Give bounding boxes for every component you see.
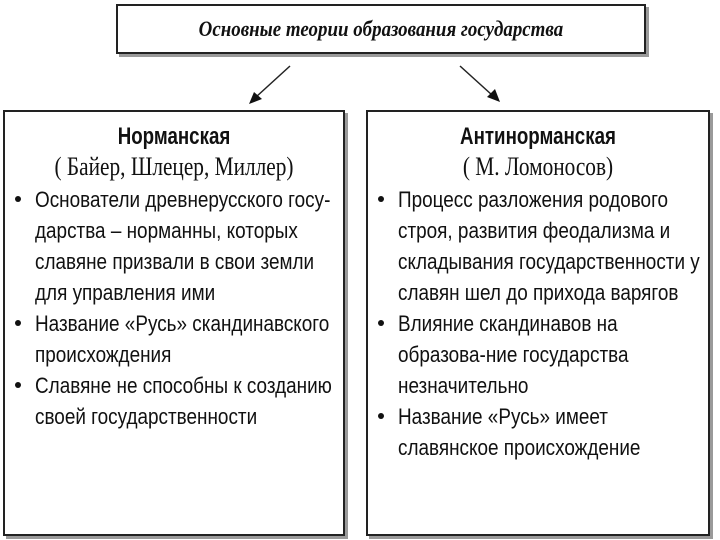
arrow-right-head — [487, 89, 500, 102]
arrow-left — [256, 66, 290, 97]
arrow-left-head — [249, 92, 262, 104]
normanist-title: Норманская — [117, 123, 231, 150]
bullet-icon — [378, 196, 384, 202]
point-text: Название «Русь» скандинавского происхождения — [35, 311, 330, 367]
antinormanist-authors: ( М. Ломоносов) — [462, 152, 614, 181]
list-item — [368, 401, 708, 463]
antinormanist-points — [368, 184, 708, 463]
antinormanist-panel — [366, 110, 710, 536]
bullet-icon — [15, 320, 21, 326]
normanist-points — [5, 184, 343, 432]
point-text: Процесс разложения родового строя, развития феодализма и складывания государственности у славян шел до прихода варягов — [398, 187, 700, 305]
list-item — [5, 308, 343, 370]
point-text: Влияние скандинавов на образова-ние государства незначительно — [398, 311, 629, 398]
list-item — [368, 308, 708, 401]
bullet-icon — [378, 413, 384, 419]
antinormanist-header — [368, 122, 708, 182]
normanist-panel — [3, 110, 345, 536]
bullet-icon — [15, 196, 21, 202]
arrow-right — [460, 66, 492, 95]
list-item — [5, 184, 343, 308]
list-item — [368, 184, 708, 308]
antinormanist-title: Антинорманская — [460, 123, 616, 150]
bullet-icon — [378, 320, 384, 326]
title-box — [116, 4, 646, 54]
bullet-icon — [15, 382, 21, 388]
diagram-title: Основные теории образования государства — [198, 16, 564, 41]
list-item — [5, 370, 343, 432]
normanist-header — [5, 122, 343, 182]
point-text: Название «Русь» имеет славянское происхождение — [398, 404, 641, 460]
point-text: Славяне не способны к созданию своей государственности — [35, 373, 332, 429]
normanist-authors: ( Байер, Шлецер, Миллер) — [54, 152, 294, 181]
point-text: Основатели древнерусского госу-дарства – норманны, которых славяне призвали в свои земли для управления ими — [35, 187, 331, 305]
